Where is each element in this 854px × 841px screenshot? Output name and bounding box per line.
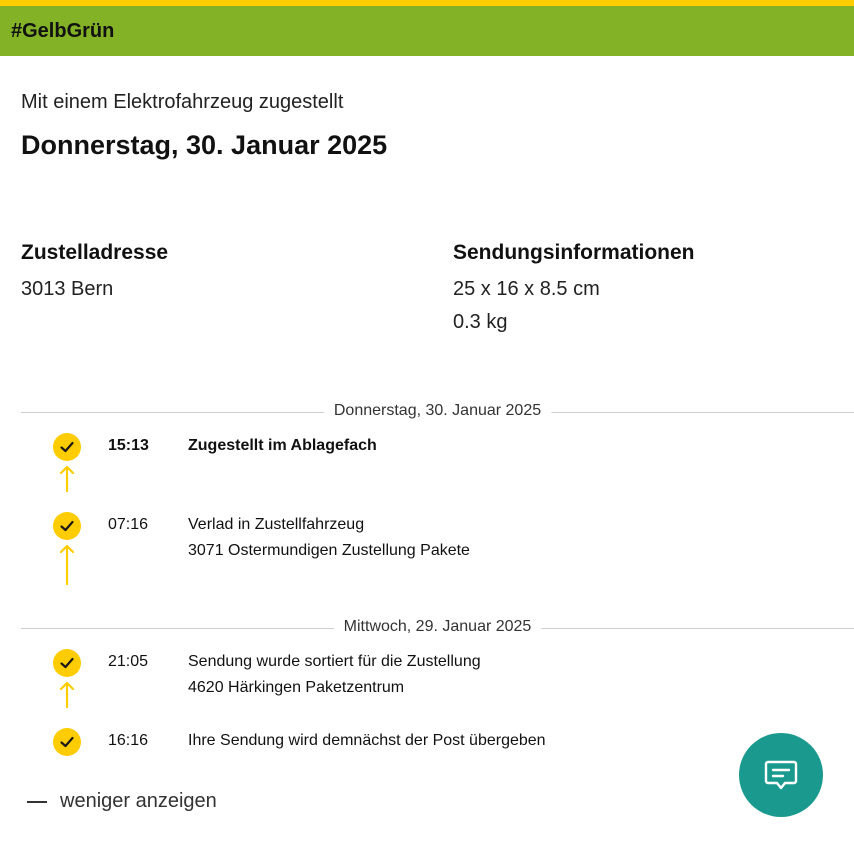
shipment-weight: 0.3 kg xyxy=(453,311,508,333)
event-description xyxy=(188,512,470,564)
show-less-label: weniger anzeigen xyxy=(60,790,217,812)
event-description xyxy=(188,433,377,459)
check-icon xyxy=(53,728,81,756)
check-icon xyxy=(53,433,81,461)
shipment-dimensions: 25 x 16 x 8.5 cm xyxy=(453,278,600,300)
event-time: 16:16 xyxy=(108,732,149,749)
address-section xyxy=(21,241,168,306)
event-title: Zugestellt im Ablagefach xyxy=(188,437,377,454)
check-icon xyxy=(53,512,81,540)
event-title: Ihre Sendung wird demnächst der Post übergeben xyxy=(188,732,546,749)
chat-icon xyxy=(763,757,799,793)
event-location: 4620 Härkingen Paketzentrum xyxy=(188,679,405,696)
event-title: Sendung wurde sortiert für die Zustellung xyxy=(188,653,481,670)
timeline-date: Donnerstag, 30. Januar 2025 xyxy=(324,402,551,420)
event-time: 07:16 xyxy=(108,516,149,533)
timeline-date-separator xyxy=(21,618,854,638)
arrow-up-icon xyxy=(58,680,76,708)
shipment-title: Sendungsinformationen xyxy=(453,241,695,264)
event-location: 3071 Ostermundigen Zustellung Pakete xyxy=(188,542,470,559)
shipment-section xyxy=(453,241,695,339)
address-title: Zustelladresse xyxy=(21,241,169,264)
timeline-date-separator xyxy=(21,402,854,422)
arrow-up-icon xyxy=(58,543,76,585)
check-icon xyxy=(53,649,81,677)
delivery-note: Mit einem Elektrofahrzeug zugestellt xyxy=(21,91,344,113)
event-time: 15:13 xyxy=(108,437,149,454)
event-description xyxy=(188,649,481,701)
arrow-up-icon xyxy=(58,464,76,492)
event-time: 21:05 xyxy=(108,653,149,670)
show-less-toggle[interactable] xyxy=(27,790,217,813)
address-value: 3013 Bern xyxy=(21,278,114,300)
event-description xyxy=(188,728,546,754)
delivery-date: Donnerstag, 30. Januar 2025 xyxy=(21,130,388,160)
campaign-banner xyxy=(0,6,854,56)
minus-icon xyxy=(27,801,47,803)
event-title: Verlad in Zustellfahrzeug xyxy=(188,516,365,533)
chat-button[interactable] xyxy=(739,733,823,817)
banner-tag: #GelbGrün xyxy=(11,19,115,42)
timeline-date: Mittwoch, 29. Januar 2025 xyxy=(334,618,542,636)
